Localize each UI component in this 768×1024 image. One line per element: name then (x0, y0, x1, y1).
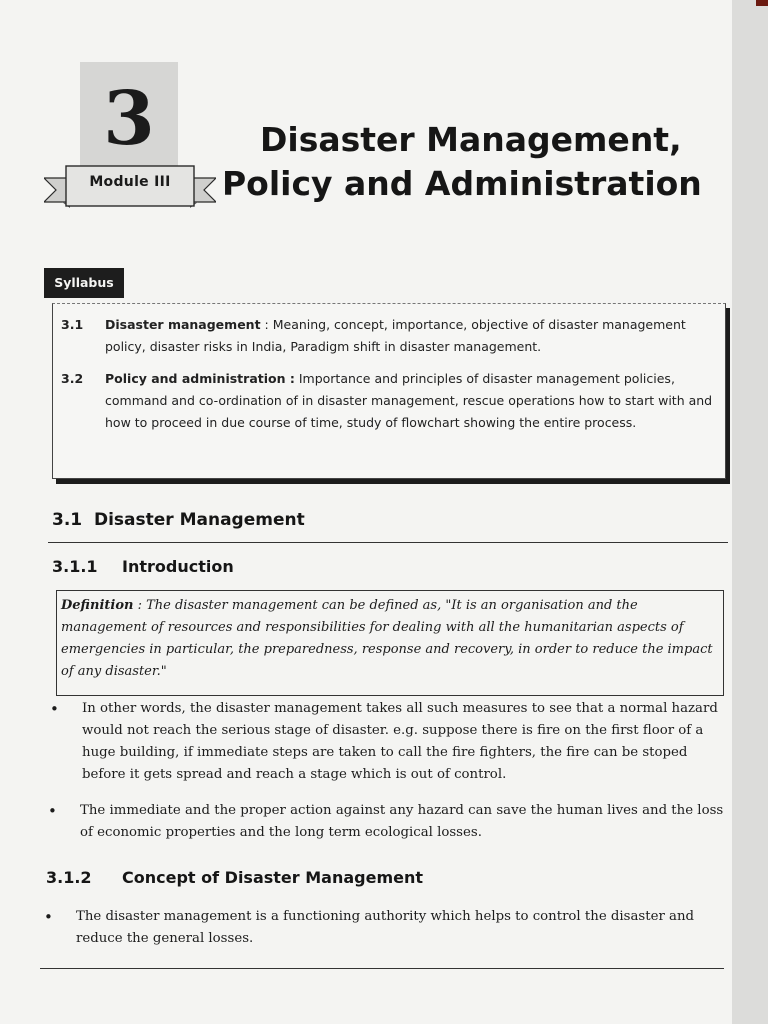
definition-box: Definition : The disaster management can be defined as, "It is an organisation and the management of resources and responsibilities for dealing with all the humanitarian aspects of emergencies in particular, the preparedness, response and recovery, in order to reduce the impact of any disaster." (56, 590, 724, 696)
chapter-number: 3 (103, 76, 155, 162)
footer-divider (40, 968, 724, 969)
bullet-icon: • (50, 700, 59, 718)
syllabus-item (61, 314, 713, 358)
section-heading-3-1-2: 3.1.2 Concept of Disaster Management (46, 868, 423, 887)
chapter-title-line-2: Policy and Administration (222, 164, 702, 203)
section-heading-3-1: 3.1 Disaster Management (52, 510, 305, 530)
section-divider (48, 542, 728, 543)
corner-mark (756, 0, 768, 6)
chapter-title-line-1: Disaster Management, (260, 120, 682, 159)
syllabus-box (52, 303, 726, 479)
definition-text: The disaster management can be defined as, "It is an organisation and the management of resources and responsibilities for dealing with all the humanitarian aspects of emergencies in particular, the preparedness, response and recovery, in order to reduce the impact of any disaster." (61, 598, 713, 679)
syllabus-item-text: Disaster management : Meaning, concept, importance, objective of disaster management policy, disaster risks in India, Paradigm shift in disaster management. (105, 317, 686, 354)
syllabus-item-number: 3.2 (61, 371, 84, 386)
bullet-icon: • (44, 908, 53, 926)
list-item: • The disaster management is a functioning authority which helps to control the disaster and reduce the general losses. (44, 908, 695, 946)
list-item: • In other words, the disaster management takes all such measures to see that a normal hazard would not reach the serious stage of disaster. e.g. suppose there is fire on the first floor of a huge building, if immediate steps are taken to call the fire fighters, the fire can be stoped before it gets spread and reach a stage which is out of control. (50, 700, 718, 782)
module-label: Module III (89, 174, 171, 190)
syllabus-item-heading: Disaster management (105, 317, 261, 332)
bullet-icon: • (48, 802, 57, 820)
page-edge (732, 0, 768, 1024)
definition-label: Definition (61, 598, 134, 613)
syllabus-item-heading: Policy and administration : (105, 371, 295, 386)
syllabus-item (61, 368, 713, 434)
list-item: • The immediate and the proper action against any hazard can save the human lives and the loss of economic properties and the long term ecological losses. (48, 802, 724, 840)
section-heading-3-1-1: 3.1.1 Introduction (52, 557, 234, 576)
syllabus-item-number: 3.1 (61, 317, 84, 332)
syllabus-item-text: Policy and administration : Importance and principles of disaster management policies, command and co-ordination of in disaster management, rescue operations how to start with and how to proceed in due course of time, study of flowchart showing the entire process. (105, 371, 713, 430)
chapter-title (222, 118, 732, 206)
syllabus-tab: Syllabus (44, 268, 124, 298)
